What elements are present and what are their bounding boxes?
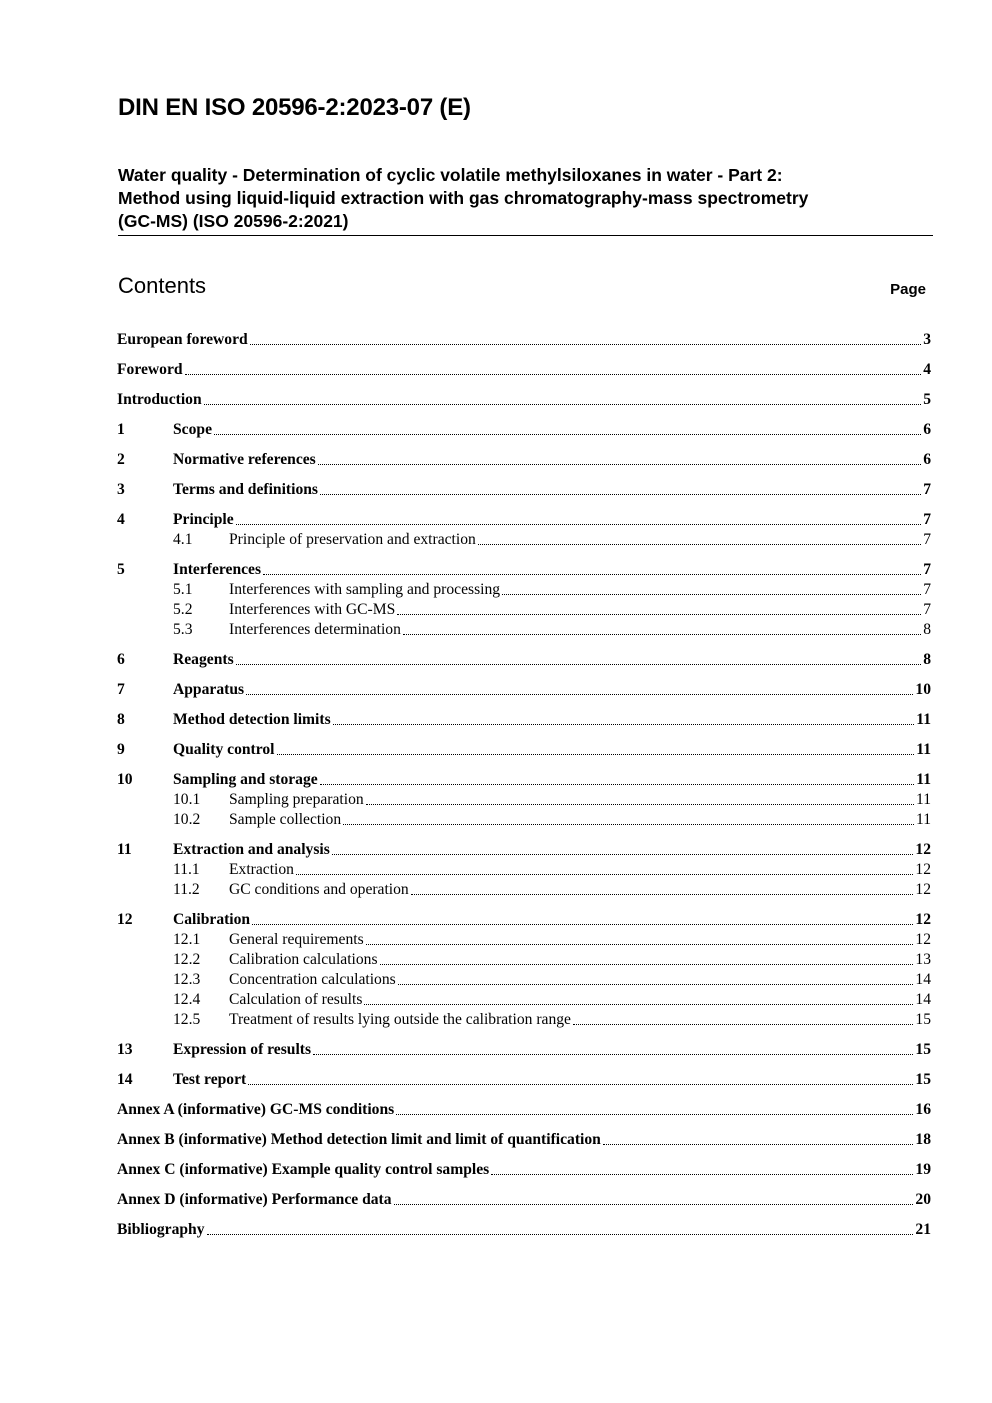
toc-entry-number: 11.1 bbox=[173, 861, 200, 878]
table-of-contents bbox=[117, 330, 931, 1250]
toc-entry-title: European foreword bbox=[117, 331, 248, 348]
toc-entry-number: 11.2 bbox=[173, 881, 200, 898]
dot-leader bbox=[246, 693, 913, 695]
toc-entry-title: Concentration calculations bbox=[229, 971, 396, 988]
page-column-label: Page bbox=[890, 281, 926, 298]
toc-group bbox=[117, 1220, 931, 1240]
toc-entry-number: 13 bbox=[117, 1041, 133, 1058]
toc-group bbox=[117, 1070, 931, 1090]
toc-entry-number: 5.3 bbox=[173, 621, 193, 638]
toc-entry-title: Calculation of results bbox=[229, 991, 363, 1008]
toc-group bbox=[117, 1130, 931, 1150]
dot-leader bbox=[502, 593, 921, 595]
toc-group bbox=[117, 1100, 931, 1120]
dot-leader bbox=[214, 433, 921, 435]
toc-group bbox=[117, 1160, 931, 1180]
dot-leader bbox=[320, 783, 915, 785]
toc-subentry[interactable] bbox=[117, 810, 931, 830]
toc-subentry[interactable] bbox=[117, 860, 931, 880]
toc-entry-page: 15 bbox=[915, 1011, 931, 1028]
toc-entry[interactable] bbox=[117, 510, 931, 530]
dot-leader bbox=[403, 633, 921, 635]
toc-entry-number: 10.2 bbox=[173, 811, 201, 828]
dot-leader bbox=[380, 963, 914, 965]
toc-entry-title: Normative references bbox=[173, 451, 316, 468]
toc-entry-title: Introduction bbox=[117, 391, 202, 408]
toc-entry-page: 7 bbox=[923, 481, 931, 498]
toc-entry-page: 21 bbox=[915, 1221, 931, 1238]
toc-entry-title: Terms and definitions bbox=[173, 481, 318, 498]
toc-entry-page: 7 bbox=[923, 531, 931, 548]
toc-entry[interactable] bbox=[117, 910, 931, 930]
toc-entry-number: 10.1 bbox=[173, 791, 201, 808]
toc-entry-page: 7 bbox=[923, 511, 931, 528]
toc-entry-page: 6 bbox=[923, 451, 931, 468]
dot-leader bbox=[364, 1003, 913, 1005]
dot-leader bbox=[366, 943, 914, 945]
toc-entry-page: 19 bbox=[915, 1161, 931, 1178]
toc-entry-title: Interferences with GC-MS bbox=[229, 601, 396, 618]
toc-entry-title: Expression of results bbox=[173, 1041, 312, 1058]
contents-heading: Contents bbox=[118, 273, 207, 298]
dot-leader bbox=[366, 803, 914, 805]
toc-subentry[interactable] bbox=[117, 790, 931, 810]
toc-entry-number: 10 bbox=[117, 771, 133, 788]
toc-group bbox=[117, 510, 931, 550]
toc-entry-page: 13 bbox=[915, 951, 931, 968]
toc-entry-title: Annex C (informative) Example quality control samples bbox=[117, 1161, 490, 1178]
toc-entry-number: 12.2 bbox=[173, 951, 201, 968]
toc-entry-number: 11 bbox=[117, 841, 132, 858]
toc-entry-title: Principle of preservation and extraction bbox=[229, 531, 476, 548]
dot-leader bbox=[411, 893, 914, 895]
dot-leader bbox=[333, 723, 915, 725]
toc-entry-title: Annex A (informative) GC-MS conditions bbox=[117, 1101, 395, 1118]
toc-entry-title: Bibliography bbox=[117, 1221, 205, 1238]
dot-leader bbox=[277, 753, 915, 755]
toc-entry-number: 5 bbox=[117, 561, 125, 578]
dot-leader bbox=[573, 1023, 913, 1025]
toc-subentry[interactable] bbox=[117, 620, 931, 640]
toc-entry-page: 8 bbox=[923, 651, 931, 668]
toc-entry-page: 15 bbox=[915, 1041, 931, 1058]
dot-leader bbox=[332, 853, 914, 855]
toc-entry[interactable] bbox=[117, 390, 931, 410]
dot-leader bbox=[207, 1233, 914, 1235]
toc-entry-page: 18 bbox=[915, 1131, 931, 1148]
toc-entry-number: 5.2 bbox=[173, 601, 193, 618]
dot-leader bbox=[394, 1203, 914, 1205]
toc-entry-title: Scope bbox=[173, 421, 212, 438]
subtitle-line: Water quality - Determination of cyclic volatile methylsiloxanes in water - Part 2: bbox=[118, 165, 783, 185]
toc-entry-page: 12 bbox=[915, 911, 931, 928]
subtitle-line: (GC-MS) (ISO 20596-2:2021) bbox=[118, 211, 349, 231]
dot-leader bbox=[603, 1143, 914, 1145]
toc-subentry[interactable] bbox=[117, 580, 931, 600]
toc-entry-number: 12.3 bbox=[173, 971, 201, 988]
toc-entry[interactable] bbox=[117, 1070, 931, 1090]
toc-group bbox=[117, 650, 931, 670]
toc-entry[interactable] bbox=[117, 450, 931, 470]
toc-entry-page: 20 bbox=[915, 1191, 931, 1208]
dot-leader bbox=[252, 923, 913, 925]
dot-leader bbox=[320, 493, 921, 495]
toc-group bbox=[117, 480, 931, 500]
toc-subentry[interactable] bbox=[117, 1010, 931, 1030]
toc-entry-page: 12 bbox=[915, 861, 931, 878]
toc-entry[interactable] bbox=[117, 710, 931, 730]
toc-entry[interactable] bbox=[117, 420, 931, 440]
toc-entry-title: Sample collection bbox=[229, 811, 342, 828]
toc-entry-page: 12 bbox=[915, 881, 931, 898]
toc-group bbox=[117, 330, 931, 350]
toc-entry-page: 11 bbox=[915, 811, 931, 828]
document-subtitle bbox=[118, 164, 933, 236]
toc-entry-title: Interferences bbox=[173, 561, 262, 578]
toc-entry-title: Sampling preparation bbox=[229, 791, 364, 808]
toc-subentry[interactable] bbox=[117, 930, 931, 950]
toc-entry-page: 7 bbox=[923, 581, 931, 598]
toc-entry-page: 3 bbox=[923, 331, 931, 348]
toc-entry-page: 11 bbox=[915, 791, 931, 808]
toc-entry-title: Extraction bbox=[229, 861, 294, 878]
toc-entry-title: Sampling and storage bbox=[173, 771, 318, 788]
toc-entry-number: 4.1 bbox=[173, 531, 193, 548]
toc-group bbox=[117, 770, 931, 830]
toc-group bbox=[117, 680, 931, 700]
toc-group bbox=[117, 1190, 931, 1210]
toc-entry-page: 6 bbox=[923, 421, 931, 438]
toc-group bbox=[117, 910, 931, 1030]
toc-subentry[interactable] bbox=[117, 530, 931, 550]
toc-entry[interactable] bbox=[117, 770, 931, 790]
toc-entry-page: 11 bbox=[916, 711, 931, 728]
toc-entry-title: Extraction and analysis bbox=[173, 841, 330, 858]
dot-leader bbox=[478, 543, 921, 545]
toc-entry-title: Quality control bbox=[173, 741, 275, 758]
toc-group bbox=[117, 560, 931, 640]
dot-leader bbox=[313, 1053, 913, 1055]
toc-group bbox=[117, 840, 931, 900]
dot-leader bbox=[343, 823, 914, 825]
toc-entry-number: 6 bbox=[117, 651, 125, 668]
toc-entry[interactable] bbox=[117, 330, 931, 350]
toc-entry[interactable] bbox=[117, 1130, 931, 1150]
toc-entry-page: 7 bbox=[923, 601, 931, 618]
toc-entry-number: 8 bbox=[117, 711, 125, 728]
toc-subentry[interactable] bbox=[117, 990, 931, 1010]
toc-entry[interactable] bbox=[117, 1160, 931, 1180]
toc-entry[interactable] bbox=[117, 650, 931, 670]
dot-leader bbox=[397, 613, 921, 615]
toc-entry-number: 1 bbox=[117, 421, 125, 438]
toc-entry-title: General requirements bbox=[229, 931, 364, 948]
toc-entry-page: 12 bbox=[915, 841, 931, 858]
toc-entry-page: 5 bbox=[923, 391, 931, 408]
toc-entry-title: Calibration calculations bbox=[229, 951, 378, 968]
toc-group bbox=[117, 420, 931, 440]
dot-leader bbox=[236, 523, 922, 525]
toc-entry[interactable] bbox=[117, 480, 931, 500]
toc-entry[interactable] bbox=[117, 560, 931, 580]
toc-entry[interactable] bbox=[117, 740, 931, 760]
toc-entry-number: 14 bbox=[117, 1071, 133, 1088]
toc-entry-title: Interferences determination bbox=[229, 621, 401, 638]
subtitle-line: Method using liquid-liquid extraction with gas chromatography-mass spectrometry bbox=[118, 188, 809, 208]
toc-entry-page: 7 bbox=[923, 561, 931, 578]
dot-leader bbox=[236, 663, 922, 665]
dot-leader bbox=[250, 343, 922, 345]
toc-entry-title: Foreword bbox=[117, 361, 183, 378]
dot-leader bbox=[396, 1113, 913, 1115]
toc-entry-page: 11 bbox=[916, 771, 931, 788]
toc-entry-number: 12.4 bbox=[173, 991, 201, 1008]
toc-entry-number: 3 bbox=[117, 481, 125, 498]
toc-group bbox=[117, 360, 931, 380]
toc-entry-page: 15 bbox=[915, 1071, 931, 1088]
toc-entry-title: Apparatus bbox=[173, 681, 245, 698]
toc-entry-page: 8 bbox=[923, 621, 931, 638]
toc-entry-title: Interferences with sampling and processing bbox=[229, 581, 501, 598]
toc-entry-page: 16 bbox=[915, 1101, 931, 1118]
dot-leader bbox=[491, 1173, 913, 1175]
toc-entry-title: Reagents bbox=[173, 651, 234, 668]
toc-group bbox=[117, 390, 931, 410]
toc-subentry[interactable] bbox=[117, 970, 931, 990]
toc-entry-page: 14 bbox=[915, 971, 931, 988]
toc-entry-number: 12.1 bbox=[173, 931, 201, 948]
toc-entry-number: 12.5 bbox=[173, 1011, 201, 1028]
dot-leader bbox=[296, 873, 913, 875]
toc-subentry[interactable] bbox=[117, 950, 931, 970]
toc-entry-title: Treatment of results lying outside the calibration range bbox=[229, 1011, 571, 1028]
toc-entry-title: Calibration bbox=[173, 911, 251, 928]
toc-entry-title: Annex D (informative) Performance data bbox=[117, 1191, 392, 1208]
toc-entry-title: GC conditions and operation bbox=[229, 881, 409, 898]
dot-leader bbox=[263, 573, 921, 575]
toc-entry-title: Method detection limits bbox=[173, 711, 331, 728]
toc-entry-number: 9 bbox=[117, 741, 125, 758]
toc-entry-page: 4 bbox=[923, 361, 931, 378]
toc-entry[interactable] bbox=[117, 360, 931, 380]
toc-entry-number: 2 bbox=[117, 451, 125, 468]
toc-entry-title: Principle bbox=[173, 511, 234, 528]
toc-group bbox=[117, 450, 931, 470]
toc-entry-number: 5.1 bbox=[173, 581, 193, 598]
document-title: DIN EN ISO 20596-2:2023-07 (E) bbox=[118, 94, 471, 121]
dot-leader bbox=[185, 373, 922, 375]
toc-entry-number: 4 bbox=[117, 511, 125, 528]
dot-leader bbox=[248, 1083, 913, 1085]
toc-entry-title: Annex B (informative) Method detection limit and limit of quantification bbox=[117, 1131, 601, 1148]
toc-entry[interactable] bbox=[117, 1100, 931, 1120]
toc-entry-title: Test report bbox=[173, 1071, 247, 1088]
toc-entry[interactable] bbox=[117, 1190, 931, 1210]
toc-group bbox=[117, 740, 931, 760]
toc-entry[interactable] bbox=[117, 840, 931, 860]
toc-subentry[interactable] bbox=[117, 600, 931, 620]
toc-subentry[interactable] bbox=[117, 880, 931, 900]
toc-entry-number: 12 bbox=[117, 911, 133, 928]
toc-entry-number: 7 bbox=[117, 681, 125, 698]
toc-entry[interactable] bbox=[117, 680, 931, 700]
toc-entry-page: 10 bbox=[915, 681, 931, 698]
toc-group bbox=[117, 1040, 931, 1060]
toc-entry[interactable] bbox=[117, 1220, 931, 1240]
toc-group bbox=[117, 710, 931, 730]
dot-leader bbox=[398, 983, 914, 985]
toc-entry-page: 14 bbox=[915, 991, 931, 1008]
dot-leader bbox=[204, 403, 922, 405]
toc-entry[interactable] bbox=[117, 1040, 931, 1060]
toc-entry-page: 11 bbox=[916, 741, 931, 758]
toc-entry-page: 12 bbox=[915, 931, 931, 948]
dot-leader bbox=[318, 463, 921, 465]
